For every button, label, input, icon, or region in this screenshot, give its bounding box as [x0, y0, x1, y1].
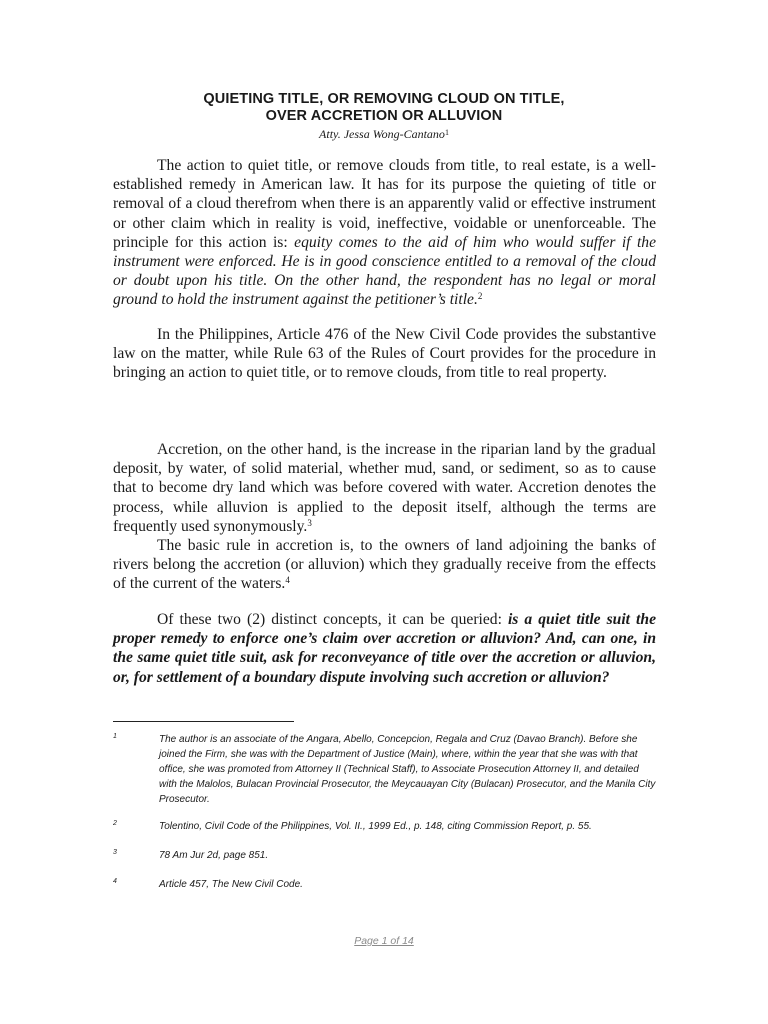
footnote-number: 3 [113, 849, 117, 856]
footnote-ref[interactable]: 2 [477, 291, 483, 302]
paragraph-text: The action to quiet title, or remove clouds from title, to real estate, is a well-established remedy in American law. It has for its purpose the quieting of title or removal of a cloud therefrom when there is an apparently valid or effective instrument or other claim which in reality is void, ineffective, voidable or unenforceable. The principle for this action is: [113, 157, 656, 251]
author-line [112, 125, 656, 142]
paragraph-text: In the Philippines, Article 476 of the New Civil Code provides the substantive law on the matter, while Rule 63 of the Rules of Court provides for the procedure in bringing an action to quiet title, or to remove clouds, from title to real property. [113, 326, 656, 382]
document-title-line-1: QUIETING TITLE, OR REMOVING CLOUD ON TITLE, [203, 91, 565, 107]
paragraph-text: The basic rule in accretion is, to the owners of land adjoining the banks of rivers belong the accretion (or alluvion) which they gradually receive from the effects of the current of the waters. [113, 537, 656, 593]
footnote-ref[interactable]: 4 [285, 575, 290, 586]
author-footnote-ref[interactable]: 1 [444, 128, 449, 137]
paragraph-accretion [113, 440, 656, 536]
author-name: Atty. Jessa Wong-Cantano [319, 127, 445, 141]
footnote-text: Article 457, The New Civil Code. [159, 879, 303, 890]
footnote-number: 1 [113, 733, 117, 740]
paragraph-basic-rule [113, 536, 656, 594]
page-footer [112, 935, 656, 947]
paragraph-philippine-law [113, 325, 656, 383]
footnote-number: 4 [113, 878, 117, 885]
footnote-number: 2 [113, 820, 117, 827]
paragraph-query [113, 610, 656, 687]
footnote-ref[interactable]: 3 [307, 517, 312, 528]
footnote-divider [113, 721, 294, 722]
paragraph-text: Accretion, on the other hand, is the increase in the riparian land by the gradual deposit, by water, of solid material, whether mud, sand, or sediment, so as to cause that to become dry land which was before covered with water. Accretion denotes the process, while alluvion is applied to the deposit itself, although the terms are frequently used synonymously. [113, 441, 656, 535]
paragraph-text: Of these two (2) distinct concepts, it can be queried: [157, 611, 508, 628]
footnote-text: Tolentino, Civil Code of the Philippines, Vol. II., 1999 Ed., p. 148, citing Commission Report, p. 55. [159, 821, 592, 832]
paragraph-quiet-title [113, 156, 656, 310]
footnote-text: The author is an associate of the Angara, Abello, Concepcion, Regala and Cruz (Davao Branch). Before she joined the Firm, she was with the Department of Justice (Main), where, within the year that she was with that office, she was promoted from Attorney II (Technical Staff), to Associate Prosecution Attorney II, and detailed with the Malolos, Bulacan Provincial Prosecutor, the Meycauayan City (Bulacan) Prosecutor, and the Manila City Prosecutor. [159, 734, 656, 805]
document-title-line-2: OVER ACCRETION OR ALLUVION [265, 108, 503, 124]
paragraph-bold-question: is a quiet title suit the proper remedy to enforce one’s claim over accretion or alluvion? And, can one, in the same quiet title suit, ask for reconveyance of title over the accretion or alluvion, or, for settlement of a boundary dispute involving such accretion or alluvion? [113, 611, 656, 686]
paragraph-italic-principle: equity comes to the aid of him who would suffer if the instrument were enforced. He is in good conscience entitled to a removal of the cloud or doubt upon his title. On the other hand, the respondent has no legal or moral ground to hold the instrument against the petitioner’s title. [113, 233, 656, 309]
footnote-text: 78 Am Jur 2d, page 851. [159, 850, 269, 861]
page-number-link[interactable]: Page 1 of 14 [354, 935, 414, 947]
